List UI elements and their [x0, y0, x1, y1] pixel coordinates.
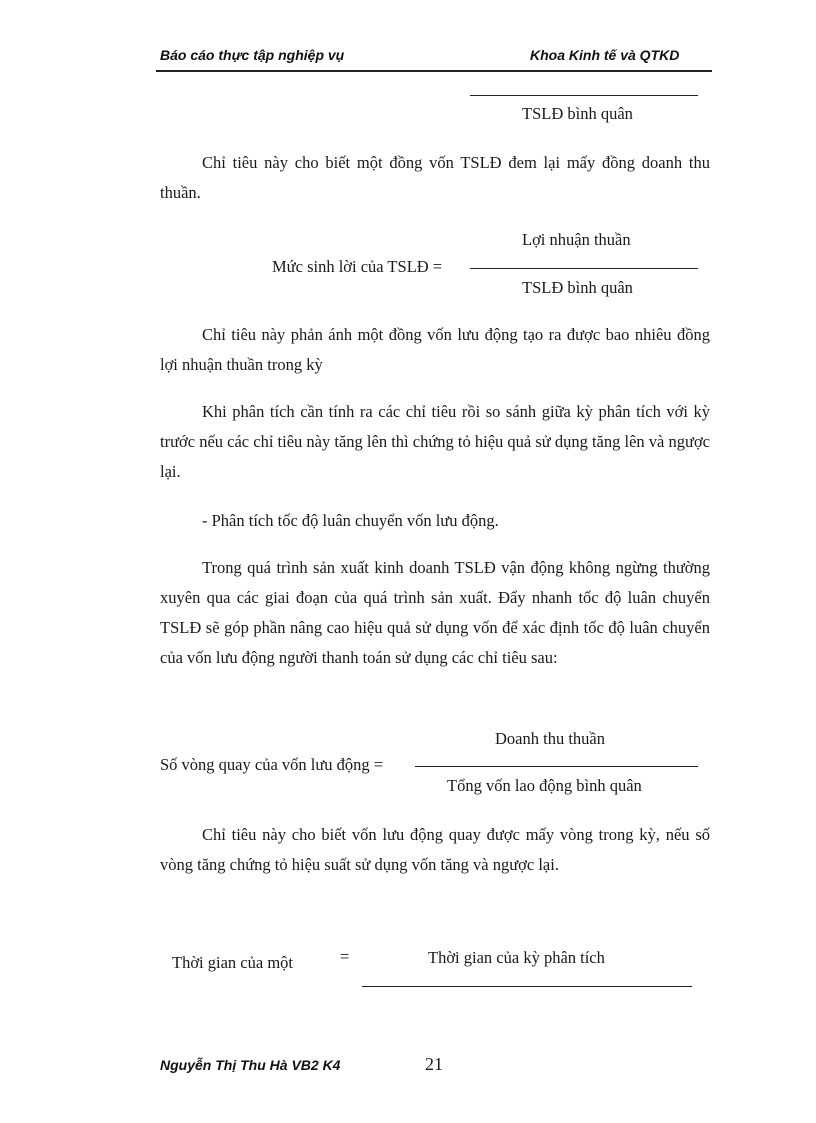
formula2-denominator: Tổng vốn lao động bình quân: [447, 776, 642, 795]
header-divider: [156, 70, 712, 72]
fraction-bar-0: [470, 95, 698, 96]
paragraph-3: Khi phân tích cần tính ra các chỉ tiêu rồi so sánh giữa kỳ phân tích với kỳ trước nếu các chỉ tiêu này tăng lên thì chứng tỏ hiệu quả sử dụng tăng lên và ngược lại.: [160, 402, 710, 481]
formula1-lhs: Mức sinh lời của TSLĐ =: [272, 257, 443, 276]
paragraph-4: - Phân tích tốc độ luân chuyển vốn lưu động.: [202, 511, 499, 530]
paragraph-5: Trong quá trình sản xuất kinh doanh TSLĐ vận động không ngừng thường xuyên qua các giai đoạn của quá trình sản xuất. Đẩy nhanh tốc độ luân chuyển TSLĐ sẽ góp phần nâng cao hiệu quả sử dụng vốn để xác định tốc độ luân chuyển của vốn lưu động người thanh toán sử dụng các chỉ tiêu sau:: [160, 558, 710, 667]
header-left-title: Báo cáo thực tập nghiệp vụ: [160, 47, 345, 63]
formula1-numerator: Lợi nhuận thuần: [522, 230, 631, 249]
formula2-numerator: Doanh thu thuần: [495, 729, 605, 748]
formula1-denominator: TSLĐ bình quân: [522, 278, 633, 297]
paragraph-6: Chỉ tiêu này cho biết vốn lưu động quay được mấy vòng trong kỳ, nếu số vòng tăng chứng tỏ hiệu suất sử dụng vốn tăng và ngược lại.: [160, 825, 710, 874]
fraction-bar-3: [362, 986, 692, 987]
formula2-lhs: Số vòng quay của vốn lưu động =: [160, 755, 384, 774]
page-number: 21: [425, 1054, 443, 1074]
paragraph-2: Chỉ tiêu này phản ánh một đồng vốn lưu động tạo ra được bao nhiêu đồng lợi nhuận thuần trong kỳ: [160, 325, 710, 374]
fraction-bar-1: [470, 268, 698, 269]
formula3-lhs: Thời gian của một: [172, 953, 293, 972]
header-right-title: Khoa Kinh tế và QTKD: [530, 47, 680, 63]
paragraph-1: Chỉ tiêu này cho biết một đồng vốn TSLĐ đem lại mấy đồng doanh thu thuần.: [160, 153, 710, 202]
formula0-denominator: TSLĐ bình quân: [522, 104, 633, 123]
formula3-numerator: Thời gian của kỳ phân tích: [428, 948, 605, 967]
fraction-bar-2: [415, 766, 698, 767]
formula3-equals: =: [340, 947, 350, 966]
footer-author: Nguyễn Thị Thu Hà VB2 K4: [160, 1057, 341, 1073]
